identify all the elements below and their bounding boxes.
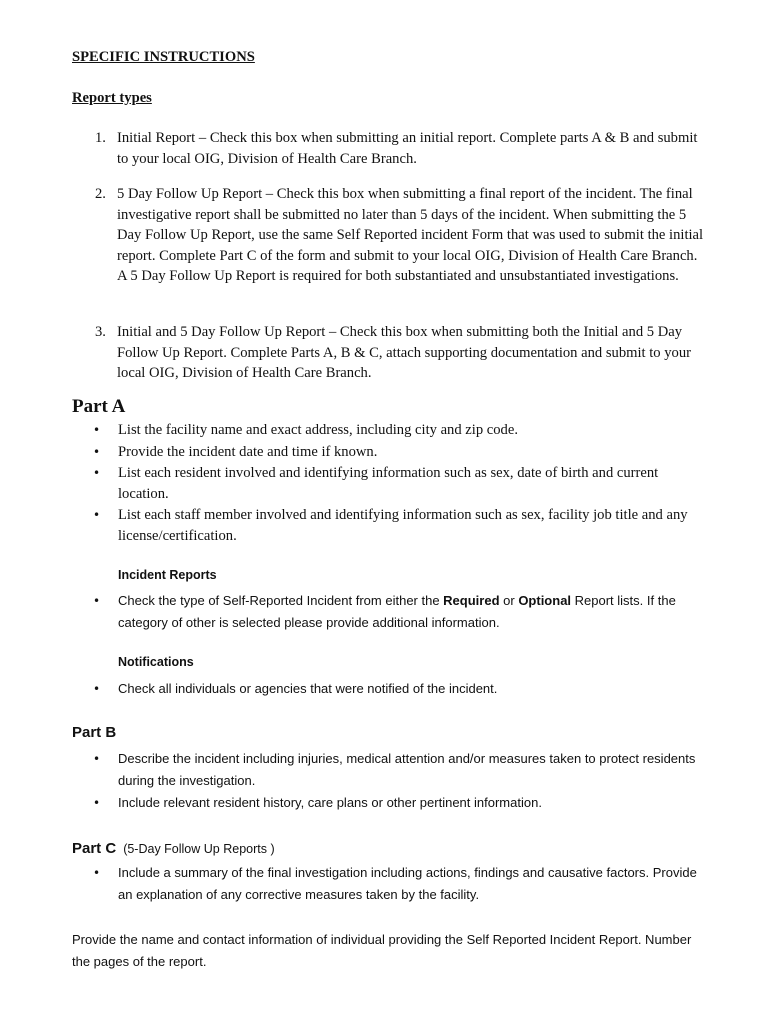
bullet-text: [118, 590, 703, 634]
text-segment: Check the type of Self-Reported Incident from either the: [118, 593, 444, 608]
bullet-text: Provide the incident date and time if known.: [118, 444, 378, 460]
bullet-icon: •: [93, 866, 101, 880]
item-text: 5 Day Follow Up Report – Check this box when submitting a final report of the incident. The final investigative report shall be submitted no later than 5 days of the incident. When submitting the 5 Day Follow Up Report, use the same Self Reported incident Form that was used to submit the initial report. Complete Part C of the form and submit to your local OIG, Division of Health Care Branch. A 5 Day Follow Up Report is required for both substantiated and unsubstantiated investigations.: [117, 186, 704, 285]
required-label: Required: [443, 593, 500, 608]
part-c-subtitle: (5-Day Follow Up Reports ): [123, 842, 275, 856]
part-c-heading: Part C: [72, 840, 117, 857]
report-type-item-1: [95, 128, 705, 169]
optional-label: Optional: [518, 593, 572, 608]
notifications-bullet: [93, 678, 703, 700]
part-a-bullet: [93, 505, 703, 546]
bullet-icon: •: [93, 682, 101, 696]
part-b-heading: Part B: [72, 724, 117, 741]
part-b-bullet: [93, 792, 703, 814]
part-a-bullet: [93, 442, 703, 463]
bullet-text: Include a summary of the final investigation including actions, findings and causative factors. Provide an explanation of any corrective measures taken by the facility.: [118, 865, 697, 902]
text-segment: Report lists. If the category of other is selected please provide additional information.: [118, 593, 676, 630]
bullet-text: List each staff member involved and identifying information such as sex, facility job title and any license/certification.: [118, 507, 688, 544]
bullet-icon: •: [93, 445, 101, 459]
bullet-icon: •: [93, 752, 101, 766]
part-c-header: [72, 838, 275, 860]
item-number: 3.: [95, 324, 106, 340]
part-a-heading: Part A: [72, 396, 126, 417]
bullet-text: Describe the incident including injuries, medical attention and/or measures taken to protect residents during the investigation.: [118, 751, 696, 788]
bullet-text: List each resident involved and identifying information such as sex, date of birth and current location.: [118, 465, 659, 502]
page-title: SPECIFIC INSTRUCTIONS: [72, 49, 255, 65]
incident-reports-heading: Incident Reports: [118, 568, 217, 582]
item-number: 1.: [95, 130, 106, 146]
bullet-icon: •: [93, 423, 101, 437]
part-b-bullet: [93, 748, 703, 792]
notifications-heading: Notifications: [118, 655, 194, 669]
item-text: Initial and 5 Day Follow Up Report – Check this box when submitting both the Initial and 5 Day Follow Up Report. Complete Parts A, B & C, attach supporting documentation and submit to your local OIG, Division of Health Care Branch.: [117, 324, 691, 382]
incident-reports-bullet: [93, 590, 703, 634]
part-c-bullet: [93, 862, 703, 906]
bullet-text: List the facility name and exact address, including city and zip code.: [118, 422, 518, 438]
text-segment: or: [499, 593, 519, 608]
report-type-item-2: [95, 184, 705, 287]
bullet-text: Include relevant resident history, care plans or other pertinent information.: [118, 795, 542, 810]
bullet-icon: •: [93, 508, 101, 522]
item-number: 2.: [95, 186, 106, 202]
report-types-heading: Report types: [72, 90, 152, 106]
part-a-bullet: [93, 420, 703, 441]
bullet-icon: •: [93, 594, 101, 608]
bullet-icon: •: [93, 796, 101, 810]
item-text: Initial Report – Check this box when submitting an initial report. Complete parts A & B and submit to your local OIG, Division of Health Care Branch.: [117, 130, 698, 167]
report-type-item-3: [95, 322, 705, 384]
bullet-icon: •: [93, 466, 101, 480]
part-a-bullet: [93, 463, 703, 504]
footer-note: Provide the name and contact information of individual providing the Self Reported Incident Report. Number the pages of the report.: [72, 932, 692, 969]
bullet-text: Check all individuals or agencies that were notified of the incident.: [118, 681, 498, 696]
